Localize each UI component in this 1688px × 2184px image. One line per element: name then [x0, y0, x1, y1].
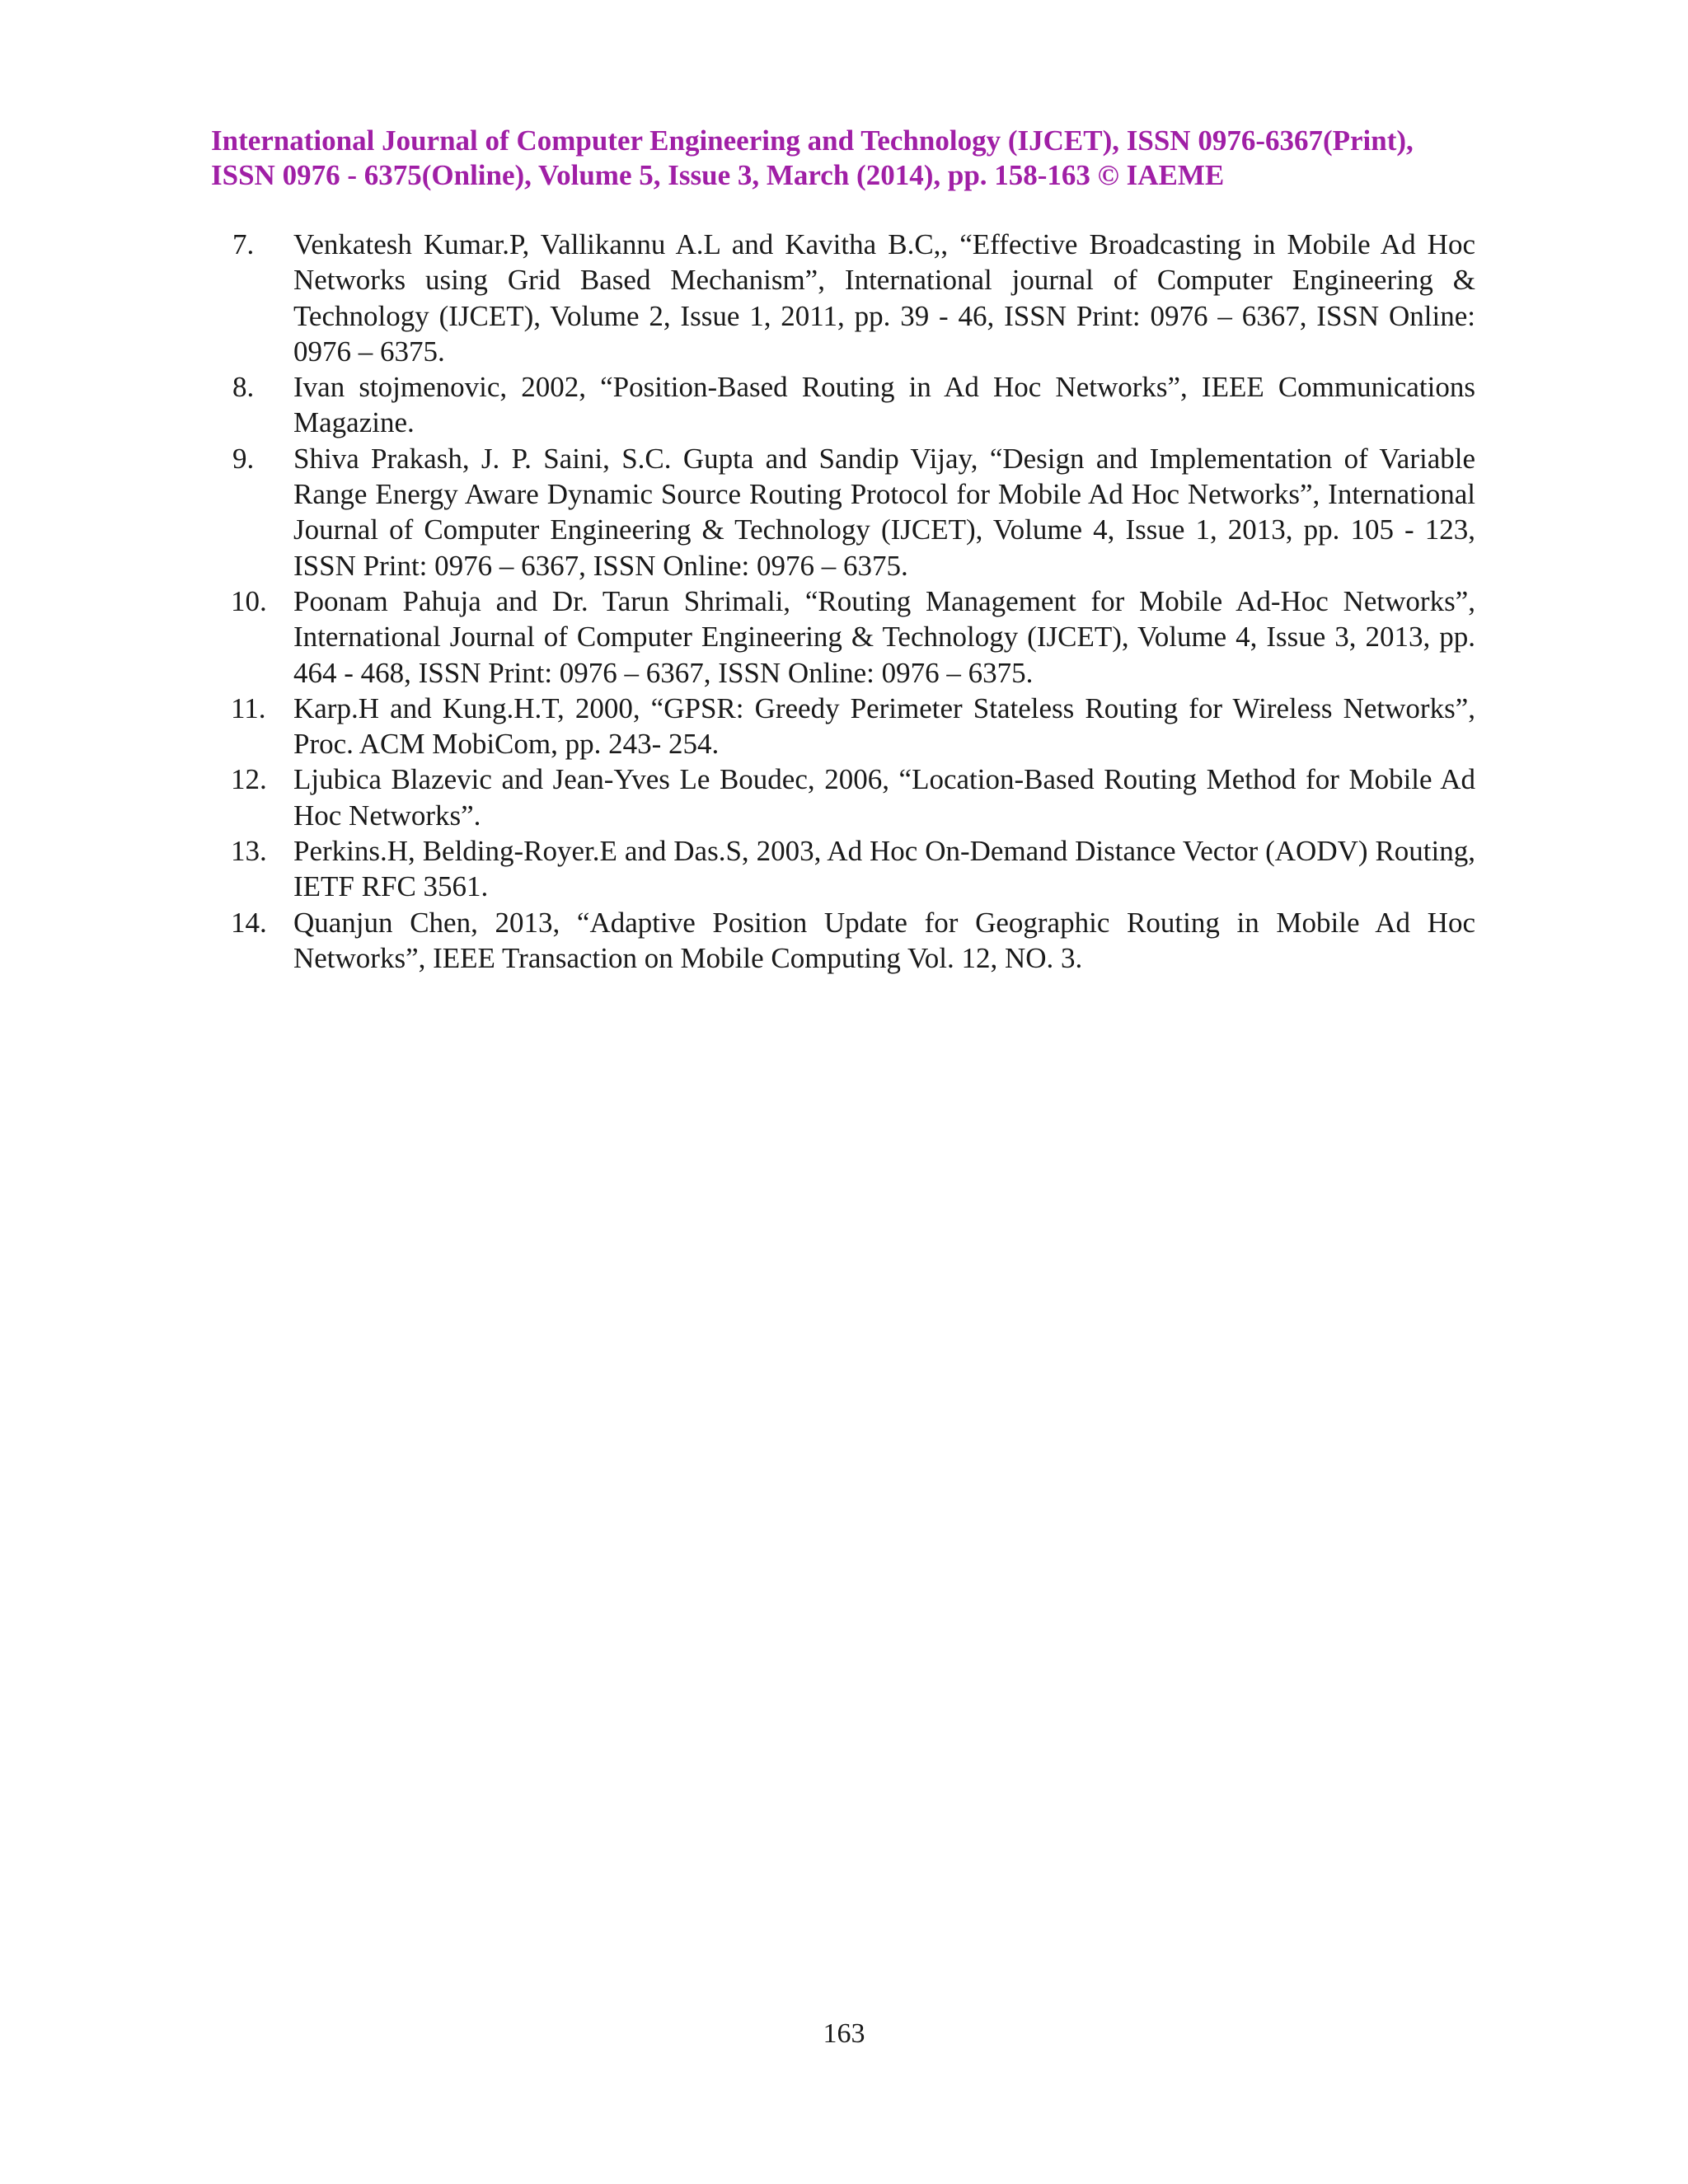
reference-number: 12.: [231, 763, 267, 796]
page-number: 163: [823, 2018, 865, 2049]
reference-list: [232, 227, 1475, 976]
reference-item: [232, 369, 1475, 441]
reference-text: Poonam Pahuja and Dr. Tarun Shrimali, “Routing Management for Mobile Ad-Hoc Networks”, International Journal of Computer Engineering & Technology (IJCET), Volume 4, Issue 3, 2013, pp. 464 - 468, ISSN Print: 0976 – 6367, ISSN Online: 0976 – 6375.: [293, 584, 1475, 689]
reference-text: Shiva Prakash, J. P. Saini, S.C. Gupta and Sandip Vijay, “Design and Implementation of Variable Range Energy Aware Dynamic Source Routing Protocol for Mobile Ad Hoc Networks”, International Journal of Computer Engineering & Technology (IJCET), Volume 4, Issue 1, 2013, pp. 105 - 123, ISSN Print: 0976 – 6367, ISSN Online: 0976 – 6375.: [293, 442, 1475, 582]
journal-header: [211, 124, 1480, 193]
reference-text: Perkins.H, Belding-Royer.E and Das.S, 2003, Ad Hoc On-Demand Distance Vector (AODV) Routing, IETF RFC 3561.: [293, 835, 1475, 903]
reference-number: 7.: [232, 228, 255, 260]
reference-text: Ljubica Blazevic and Jean-Yves Le Boudec, 2006, “Location-Based Routing Method for Mobile Ad Hoc Networks”.: [293, 763, 1475, 832]
reference-number: 14.: [231, 906, 267, 939]
reference-item: [232, 583, 1475, 691]
reference-text: Ivan stojmenovic, 2002, “Position-Based Routing in Ad Hoc Networks”, IEEE Communications Magazine.: [293, 371, 1475, 439]
reference-item: [232, 691, 1475, 762]
reference-item: [232, 762, 1475, 833]
journal-header-line-1: International Journal of Computer Engineering and Technology (IJCET), ISSN 0976-6367(Print),: [211, 124, 1414, 157]
reference-text: Karp.H and Kung.H.T, 2000, “GPSR: Greedy Perimeter Stateless Routing for Wireless Networks”, Proc. ACM MobiCom, pp. 243- 254.: [293, 691, 1475, 761]
reference-text: Quanjun Chen, 2013, “Adaptive Position Update for Geographic Routing in Mobile Ad Hoc Networks”, IEEE Transaction on Mobile Computing Vol. 12, NO. 3.: [293, 906, 1475, 974]
reference-number: 8.: [232, 371, 255, 404]
journal-header-line-2: ISSN 0976 - 6375(Online), Volume 5, Issue 3, March (2014), pp. 158-163 © IAEME: [211, 159, 1225, 191]
reference-item: [232, 227, 1475, 369]
reference-item: [232, 833, 1475, 905]
reference-number: 13.: [231, 835, 267, 868]
reference-text: Venkatesh Kumar.P, Vallikannu A.L and Kavitha B.C,, “Effective Broadcasting in Mobile Ad Hoc Networks using Grid Based Mechanism”, International journal of Computer Engineering & Technology (IJCET), Volume 2, Issue 1, 2011, pp. 39 - 46, ISSN Print: 0976 – 6367, ISSN Online: 0976 – 6375.: [293, 228, 1475, 368]
reference-item: [232, 905, 1475, 977]
reference-number: 10.: [231, 584, 267, 617]
reference-item: [232, 441, 1475, 583]
reference-number: 9.: [232, 442, 255, 475]
reference-number: 11.: [231, 691, 266, 724]
